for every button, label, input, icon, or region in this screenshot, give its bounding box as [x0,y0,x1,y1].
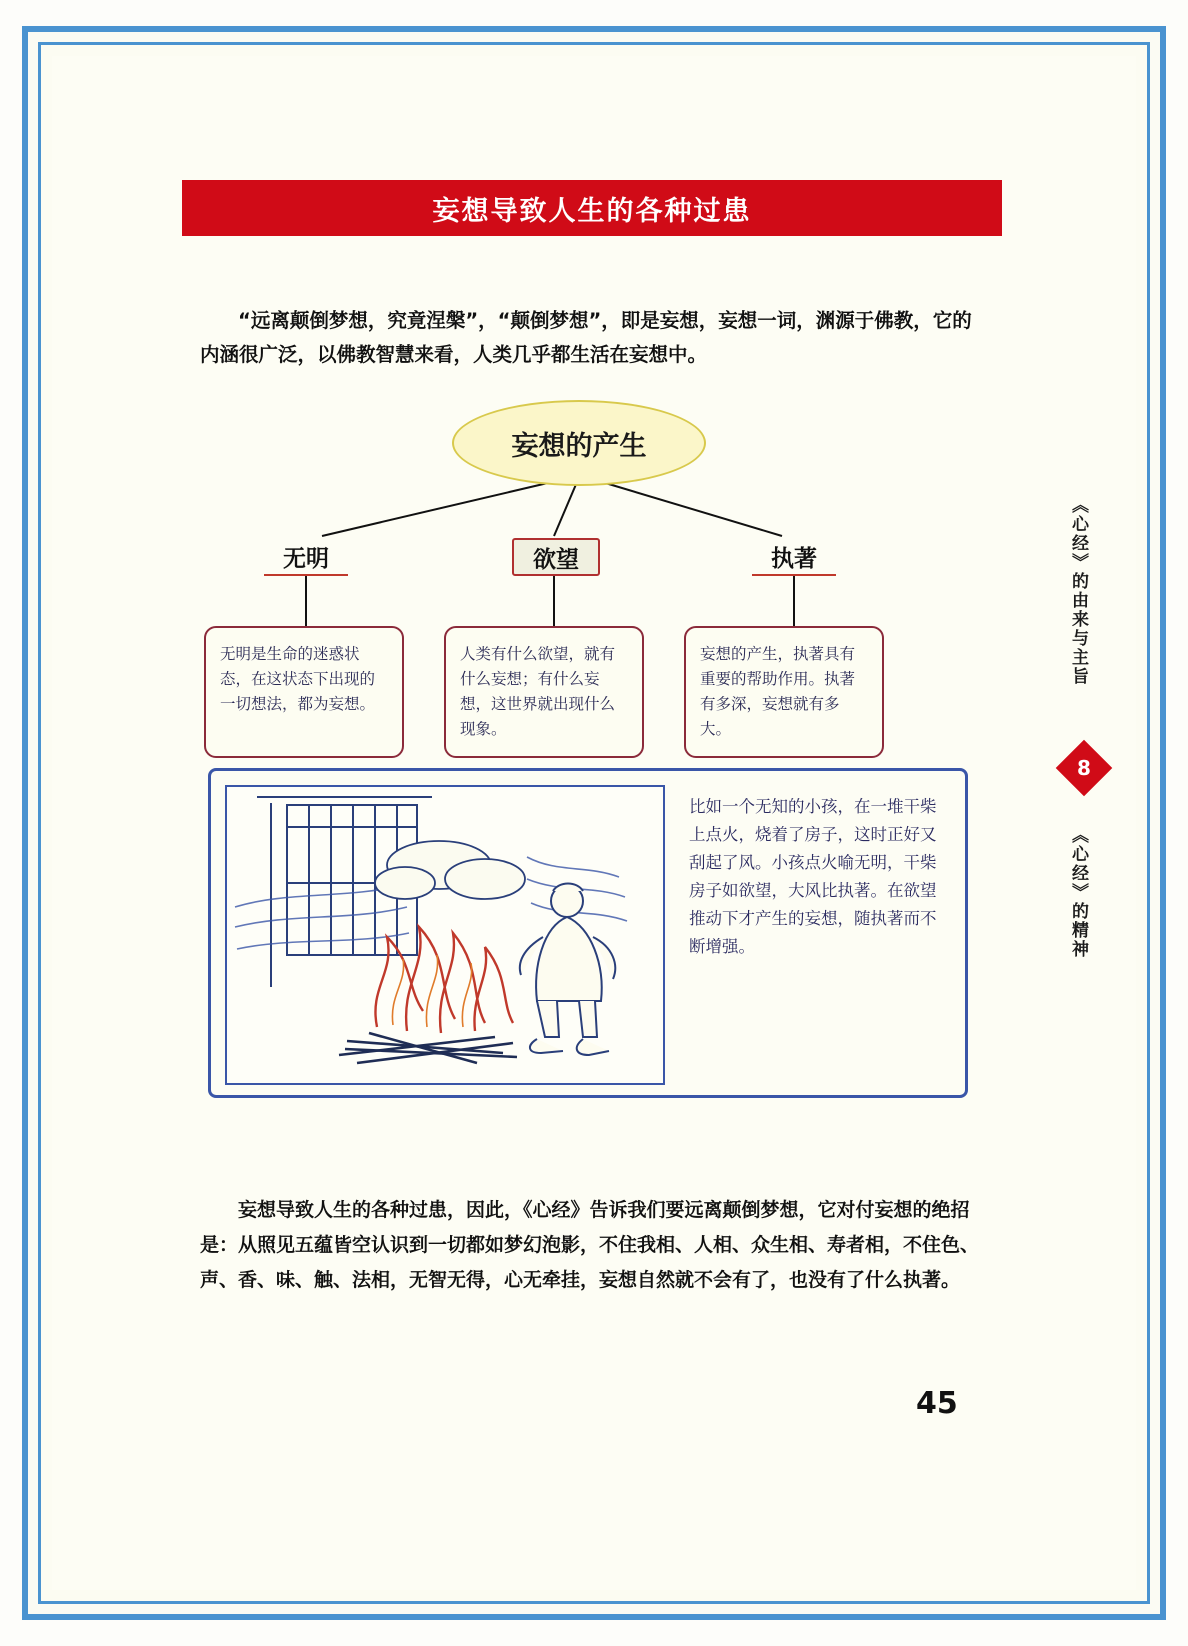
side-rail [1052,496,1112,1056]
page-content [52,56,1136,1590]
side-rail-chapter-title: 《心经》的由来与主旨 [1068,496,1088,686]
diagram-node-2-label: 欲望 [533,546,579,573]
illustration-caption: 比如一个无知的小孩，在一堆干柴上点火，烧着了房子，这时正好又刮起了风。小孩点火喻无明，干柴房子如欲望，大风比执著。在欲望推动下才产生的妄想，随执著而不断增强。 [689,797,937,956]
side-rail-section-title: 《心经》的精神 [1068,826,1088,959]
child-setting-fire-icon [227,787,663,1083]
diagram-node-1-label: 无明 [283,545,329,572]
illustration-image [225,785,665,1085]
diagram-node-2 [512,538,600,576]
page-title-banner [182,180,1002,236]
diagram-box-3: 妄想的产生，执著具有重要的帮助作用。执著有多深，妄想就有多大。 [684,626,884,758]
intro-paragraph: “远离颠倒梦想，究竟涅槃”，“颠倒梦想”，即是妄想，妄想一词，渊源于佛教，它的内涵很广泛，以佛教智慧来看，人类几乎都生活在妄想中。 [200,308,972,366]
diagram-root-label: 妄想的产生 [511,430,647,462]
illustration-panel [208,768,968,1098]
page-title: 妄想导致人生的各种过患 [432,195,752,227]
diagram-box-1: 无明是生命的迷惑状态，在这状态下出现的一切想法，都为妄想。 [204,626,404,758]
diagram-node-1 [264,538,348,576]
side-rail-marker [1056,740,1113,797]
diagram-root-node [452,400,706,486]
diagram-node-3-label: 执著 [771,545,817,572]
side-rail-marker-label: 8 [1077,755,1091,780]
mindmap-diagram [182,386,1002,746]
diagram-box-2: 人类有什么欲望，就有什么妄想；有什么妄想，这世界就出现什么现象。 [444,626,644,758]
page-number: 45 [916,1386,958,1421]
diagram-node-3 [752,538,836,576]
closing-paragraph: 妄想导致人生的各种过患，因此，《心经》告诉我们要远离颠倒梦想，它对付妄想的绝招是：从照见五蕴皆空认识到一切都如梦幻泡影，不住我相、人相、众生相、寿者相，不住色、声、香、味、触、法相，无智无得，心无牵挂，妄想自然就不会有了，也没有了什么执著。 [200,1199,980,1291]
